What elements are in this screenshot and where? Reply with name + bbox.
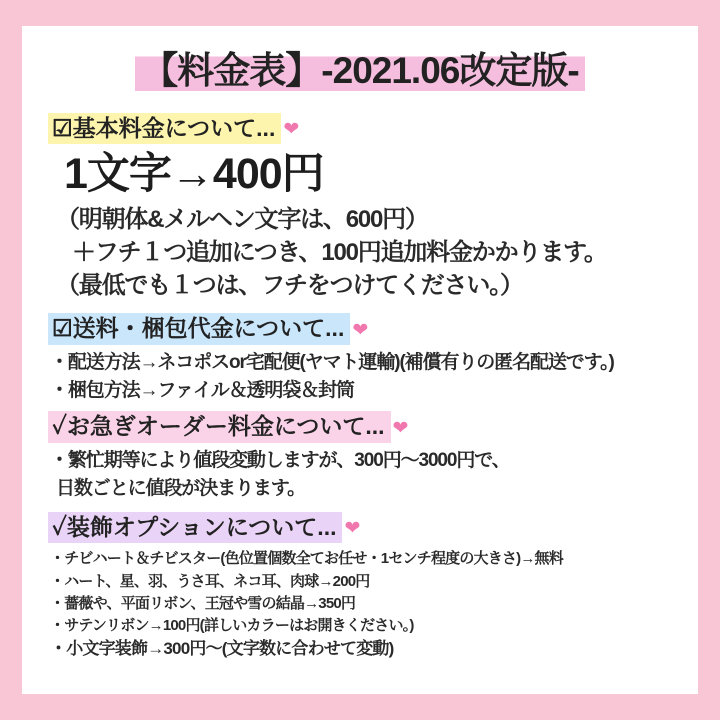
decoration-bullet-1: ・チビハート＆チビスター(色位置個数全てお任せ・1センチ程度の大きさ)→無料 <box>50 550 563 568</box>
heart-icon: ❤ <box>352 319 369 341</box>
decoration-bullet-3: ・薔薇や、平面リボン、王冠や雪の結晶→350円 <box>50 594 356 612</box>
section-header-decoration <box>48 512 682 544</box>
basic-price-note-3: （最低でも１つは、フチをつけてください。） <box>56 272 523 300</box>
heart-icon: ❤ <box>392 417 409 439</box>
section-label-shipping: ☑送料・梱包代金について... <box>48 313 350 345</box>
section-label-basic-price: ☑基本料金について... <box>48 113 281 145</box>
basic-price-value: 1文字→400円 <box>64 150 324 199</box>
price-list-card <box>22 26 698 694</box>
rush-order-bullet-1: ・繁忙期等により値段変動しますが、300円〜3000円で、 <box>50 450 510 472</box>
section-header-basic-price <box>48 113 682 145</box>
basic-price-note-2: ＋フチ１つ追加につき、100円追加料金かかります。 <box>72 238 607 266</box>
decoration-bullet-5: ・小文字装飾→300円〜(文字数に合わせて変動) <box>50 639 394 659</box>
basic-price-note-1: （明朝体&メルヘン文字は、600円） <box>56 205 428 233</box>
page-title: 【料金表】-2021.06改定版- <box>135 48 584 95</box>
heart-icon: ❤ <box>344 517 361 539</box>
shipping-bullet-2: ・梱包方法→ファイル＆透明袋＆封筒 <box>50 379 354 401</box>
spacer <box>38 303 682 313</box>
shipping-bullet-1: ・配送方法→ネコポスor宅配便(ヤマト運輸)(補償有りの匿名配送です。) <box>50 352 614 374</box>
decoration-bullet-4: ・サテンリボン→100円(詳しいカラーはお開きください。) <box>50 617 414 634</box>
page-title-row <box>38 48 682 95</box>
heart-icon: ❤ <box>283 118 300 140</box>
section-label-rush-order: ✓お急ぎオーダー料金について... <box>48 411 391 443</box>
rush-order-continuation: 日数ごとに値段が決まります。 <box>56 477 306 499</box>
decoration-bullet-2: ・ハート、星、羽、うさ耳、ネコ耳、肉球→200円 <box>50 572 370 590</box>
section-label-decoration: ✓装飾オプションについて... <box>48 512 342 544</box>
section-header-shipping <box>48 313 682 345</box>
section-header-rush-order <box>48 411 682 443</box>
